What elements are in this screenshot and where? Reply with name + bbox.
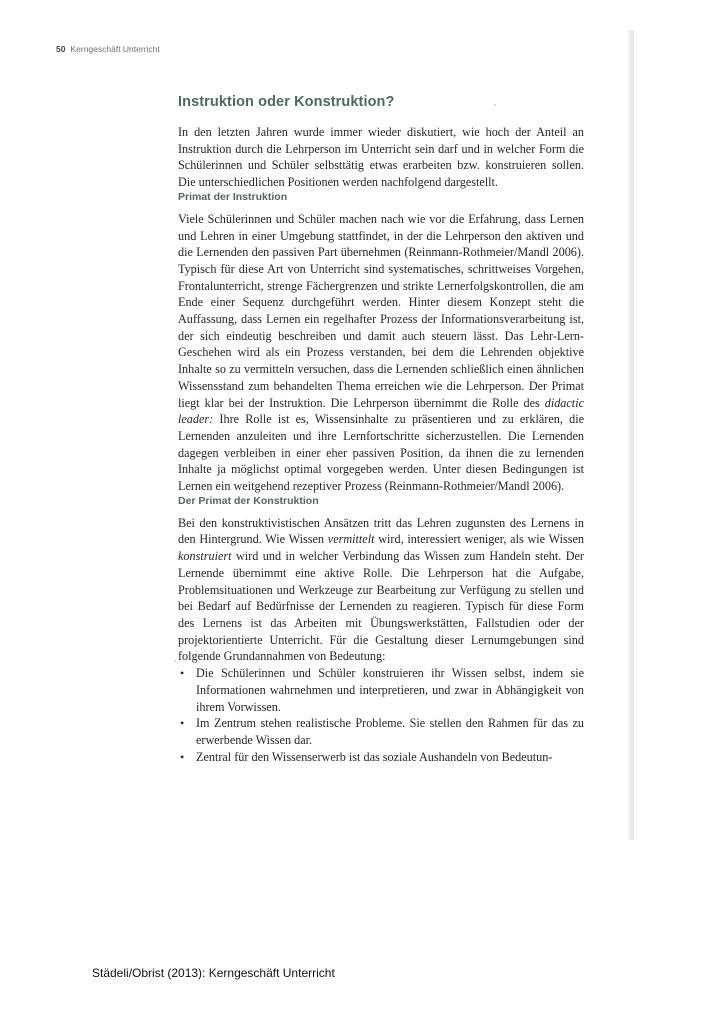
- list-item: [180, 715, 584, 748]
- intro-paragraph: In den letzten Jahren wurde immer wieder diskutiert, wie hoch der Anteil an Instruktion durch die Lehrperson im Unterricht sein darf und in welcher Form die Schülerinnen und Schüler selbsttätig etwas erarbeiten bzw. konstruieren sollen. Die unterschiedlichen Positionen werden nachfolgend dargestellt.: [178, 125, 584, 190]
- paragraph-text: Bei den konstruktivistischen Ansätzen tritt das Lehren zugunsten des Lernens in den Hintergrund. Wie Wissen: [178, 515, 584, 547]
- list-item-text: Zentral für den Wissenserwerb ist das soziale Aushandeln von Bedeutun-: [196, 749, 553, 764]
- list-item-text: Im Zentrum stehen realistische Probleme. Sie stellen den Rahmen für das zu erwerbende Wissen dar.: [196, 716, 584, 747]
- paragraph-text: wird, interessiert weniger, als wie Wissen: [374, 532, 584, 547]
- italic-term: vermittelt: [327, 532, 375, 547]
- running-head: [56, 44, 160, 54]
- bullet-icon: •: [180, 749, 185, 764]
- section-heading-construction: Der Primat der Konstruktion: [178, 494, 319, 507]
- bullet-icon: •: [180, 716, 185, 731]
- bullet-icon: •: [180, 666, 185, 681]
- assumptions-list: [178, 665, 584, 765]
- paragraph-text: wird und in welcher Verbindung das Wissen zum Handeln steht. Der Lernende übernimmt eine aktive Rolle. Die Lehrperson hat die Aufgabe, Problemsituationen und Werkzeuge zur Bearbeitung zur Verfügung zu stellen und bei Bedarf auf Bedürfnisse der Lernenden zu reagieren. Typisch für diese Form des Lernens ist das Arbeiten mit Übungswerkstätten, Fallstudien oder der projektorientierte Unterricht. Für die Gestaltung dieser Lernumgebungen sind folgende Grundannahmen von Bedeutung:: [178, 549, 584, 664]
- section-paragraph-instruction: [178, 211, 584, 495]
- source-citation: Städeli/Obrist (2013): Kerngeschäft Unterricht: [92, 966, 335, 980]
- list-item: [180, 749, 584, 766]
- section-paragraph-construction: [178, 515, 584, 665]
- page-number: 50: [56, 44, 66, 54]
- paragraph-text: Ihre Rolle ist es, Wissensinhalte zu präsentieren und zu erklären, die Lernenden anzuleiten und ihre Lernfortschritte sicherzustellen. Die Lernenden dagegen verbleiben in einer eher passiven Position, da ihnen die zu lernenden Inhalte ja möglichst optimal vorgegeben werden. Unter diesen Bedingungen ist Lernen ein weitgehend rezeptiver Prozess (Reinmann-Rothmeier/Mandl 2006).: [178, 412, 584, 494]
- scan-speck: [174, 660, 176, 662]
- page-edge-shadow: [628, 30, 634, 840]
- section-heading-instruction: Primat der Instruktion: [178, 190, 288, 203]
- paragraph-text: Viele Schülerinnen und Schüler machen nach wie vor die Erfahrung, dass Lernen und Lehren in einer Umgebung stattfindet, in der die Lehrperson den aktiven und die Lernenden den passiven Part übernehmen (Reinmann-Rothmeier/Mandl 2006). Typisch für diese Art von Unterricht sind systematisches, schrittweises Vorgehen, Frontalunterricht, strenge Fächergrenzen und strikte Lernerfolgskontrollen, die am Ende einer Sequenz durchgeführt werden. Hinter diesem Konzept steht die Auffassung, dass Lernen ein regelhafter Prozess der Informationsverarbeitung ist, der sich eindeutig beschreiben und damit auch steuern lässt. Das Lehr-Lern-Geschehen wird als ein Prozess verstanden, bei dem die Lehrenden objektive Inhalte so zu vermitteln versuchen, dass die Lernenden schließlich einen ähnlichen Wissensstand zum behandelten Thema erreichen wie die Lehrperson. Der Primat liegt klar bei der Instruktion. Die Lehrperson übernimmt die Rolle des: [178, 211, 584, 410]
- list-item-text: Die Schülerinnen und Schüler konstruieren ihr Wissen selbst, indem sie Informationen wahrnehmen und interpretieren, und zwar in Abhängigkeit von ihrem Vorwissen.: [196, 666, 584, 714]
- italic-term: konstruiert: [178, 549, 232, 564]
- running-title: Kerngeschäft Unterricht: [70, 44, 160, 54]
- page-content: [178, 94, 584, 765]
- italic-term: didactic leader:: [178, 395, 584, 427]
- chapter-title: Instruktion oder Konstruktion?: [178, 94, 395, 110]
- list-item: [180, 665, 584, 715]
